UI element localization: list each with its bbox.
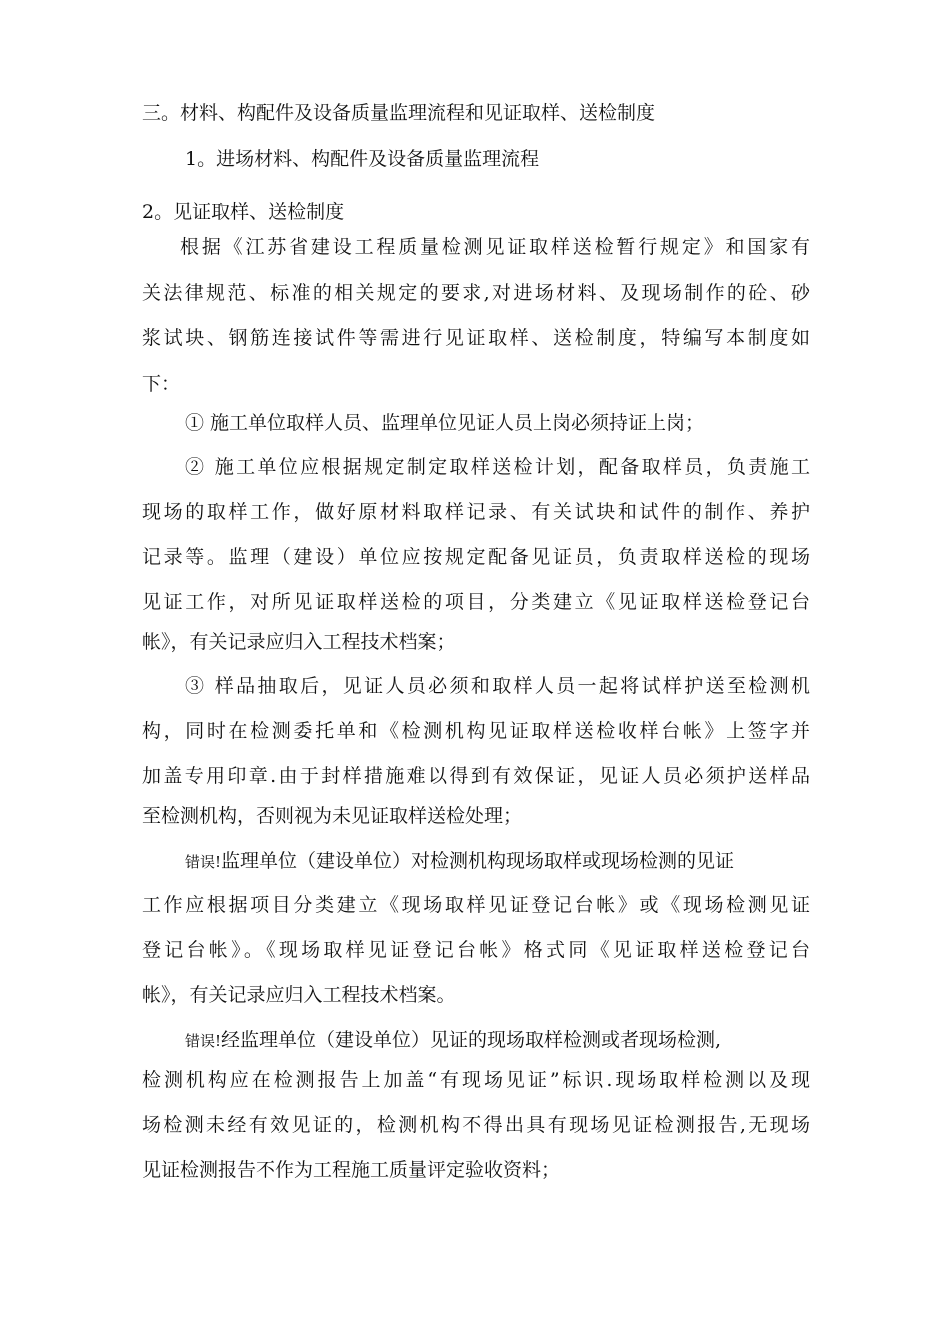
item-4-line-1: [185, 849, 810, 874]
item-4-line-4: 帐》，有关记录应归入工程技术档案。: [142, 984, 456, 1006]
item-5-line-2: 检测机构应在检测报告上加盖“有现场见证”标识.现场取样检测以及现: [142, 1069, 810, 1091]
item-2-line-1: ② 施工单位应根据规定制定取样送检计划，配备取样员，负责施工: [185, 456, 810, 478]
item-2-line-5: 帐》，有关记录应归入工程技术档案；: [142, 631, 456, 653]
subheading-2: 2。见证取样、送检制度: [142, 201, 345, 223]
item-4-line-2: 工作应根据项目分类建立《现场取样见证登记台帐》或《现场检测见证: [142, 894, 810, 916]
item-2-line-3: 记录等。监理（建设）单位应按规定配备见证员，负责取样送检的现场: [142, 546, 810, 568]
intro-line-4: 下：: [142, 373, 181, 395]
section-heading-3: 三。材料、构配件及设备质量监理流程和见证取样、送检制度: [142, 102, 656, 124]
intro-line-2: 关法律规范、标准的相关规定的要求,对进场材料、及现场制作的砼、砂: [142, 282, 810, 304]
error-marker: 错误!: [185, 853, 222, 871]
item-2-line-4: 见证工作，对所见证取样送检的项目，分类建立《见证取样送检登记台: [142, 591, 810, 613]
item-5-text: 经监理单位（建设单位）见证的现场取样检测或者现场检测,: [221, 1029, 722, 1051]
item-1: ① 施工单位取样人员、监理单位见证人员上岗必须持证上岗；: [185, 412, 705, 434]
item-4-text: 监理单位（建设单位）对检测机构现场取样或现场检测的见证: [221, 850, 735, 872]
item-3-line-3: 加盖专用印章.由于封样措施难以得到有效保证，见证人员必须护送样品: [142, 765, 810, 787]
item-3-line-4: 至检测机构，否则视为未见证取样送检处理；: [142, 805, 523, 827]
item-3-line-1: ③ 样品抽取后，见证人员必须和取样人员一起将试样护送至检测机: [185, 675, 810, 697]
intro-line-3: 浆试块、钢筋连接试件等需进行见证取样、送检制度，特编写本制度如: [142, 327, 810, 349]
item-5-line-3: 场检测未经有效见证的，检测机构不得出具有现场见证检测报告,无现场: [142, 1114, 810, 1136]
intro-line-1: 根据《江苏省建设工程质量检测见证取样送检暂行规定》和国家有: [180, 236, 810, 258]
item-3-line-2: 构，同时在检测委托单和《检测机构见证取样送检收样台帐》上签字并: [142, 720, 810, 742]
error-marker: 错误!: [185, 1032, 222, 1050]
item-2-line-2: 现场的取样工作，做好原材料取样记录、有关试块和试件的制作、养护: [142, 501, 810, 523]
item-4-line-3: 登记台帐》。《现场取样见证登记台帐》格式同《见证取样送检登记台: [142, 939, 810, 961]
subheading-1: 1。进场材料、构配件及设备质量监理流程: [185, 148, 540, 170]
item-5-line-4: 见证检测报告不作为工程施工质量评定验收资料；: [142, 1159, 561, 1181]
item-5-line-1: [185, 1028, 810, 1053]
